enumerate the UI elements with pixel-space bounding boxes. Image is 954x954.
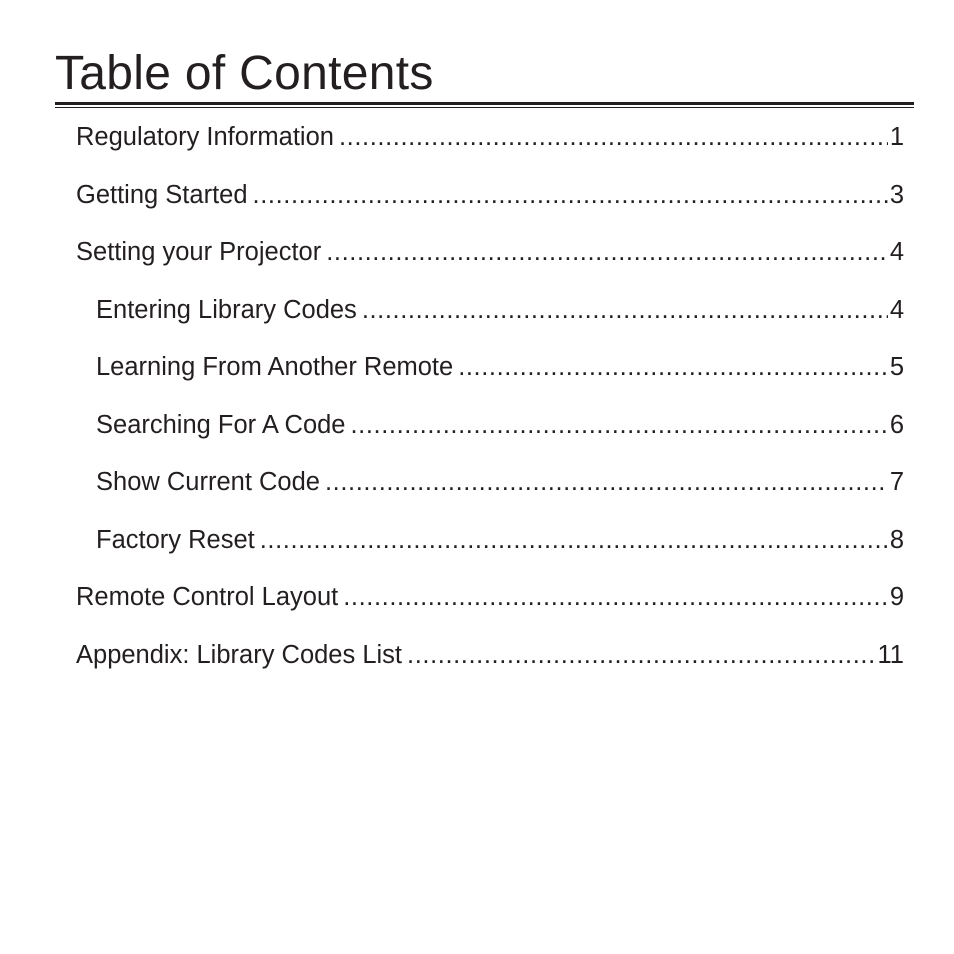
toc-entry-label: Show Current Code [96, 468, 320, 496]
toc-entry-label: Searching For A Code [96, 411, 346, 439]
toc-entry-learning-from-another-remote[interactable] [96, 350, 904, 384]
toc-entry-label: Remote Control Layout [76, 583, 339, 611]
toc-page-number: 9 [889, 583, 904, 611]
toc-entry-remote-control-layout[interactable] [76, 580, 904, 614]
toc-dot-leader [260, 523, 888, 557]
toc-dot-leader [343, 580, 888, 614]
toc-entry-label: Regulatory Information [76, 123, 334, 151]
toc-entry-getting-started[interactable] [76, 178, 904, 212]
toc-page-number: 4 [889, 296, 904, 324]
toc-entry-entering-library-codes[interactable] [96, 293, 904, 327]
toc-page-number: 8 [889, 526, 904, 554]
toc-entry-appendix-library-codes-list[interactable] [76, 638, 904, 672]
toc-dot-leader [325, 465, 888, 499]
toc-page-number: 1 [889, 123, 904, 151]
toc-entry-label: Learning From Another Remote [96, 353, 454, 381]
toc-dot-leader [458, 350, 888, 384]
toc-entry-setting-your-projector[interactable] [76, 235, 904, 269]
toc-entry-label: Factory Reset [96, 526, 255, 554]
toc-entry-label: Setting your Projector [76, 238, 322, 266]
toc-entry-regulatory-information[interactable] [76, 120, 904, 154]
toc-entry-searching-for-a-code[interactable] [96, 408, 904, 442]
toc-dot-leader [339, 120, 888, 154]
toc-dot-leader [253, 178, 888, 212]
toc-entry-label: Getting Started [76, 181, 248, 209]
toc-dot-leader [362, 293, 888, 327]
toc-entry-factory-reset[interactable] [96, 523, 904, 557]
page-title: Table of Contents [55, 47, 434, 100]
toc-page-number: 7 [889, 468, 904, 496]
toc-entry-label: Appendix: Library Codes List [76, 641, 403, 669]
toc-dot-leader [350, 408, 887, 442]
toc-dot-leader [326, 235, 888, 269]
title-rule [55, 102, 914, 105]
toc-page-number: 11 [877, 641, 904, 669]
toc-dot-leader [407, 638, 876, 672]
toc-page-number: 4 [889, 238, 904, 266]
toc-page-number: 3 [889, 181, 904, 209]
toc-entry-show-current-code[interactable] [96, 465, 904, 499]
title-rule-secondary [55, 107, 914, 108]
toc-entry-label: Entering Library Codes [96, 296, 357, 324]
toc-page-number: 5 [889, 353, 904, 381]
toc-page-number: 6 [889, 411, 904, 439]
